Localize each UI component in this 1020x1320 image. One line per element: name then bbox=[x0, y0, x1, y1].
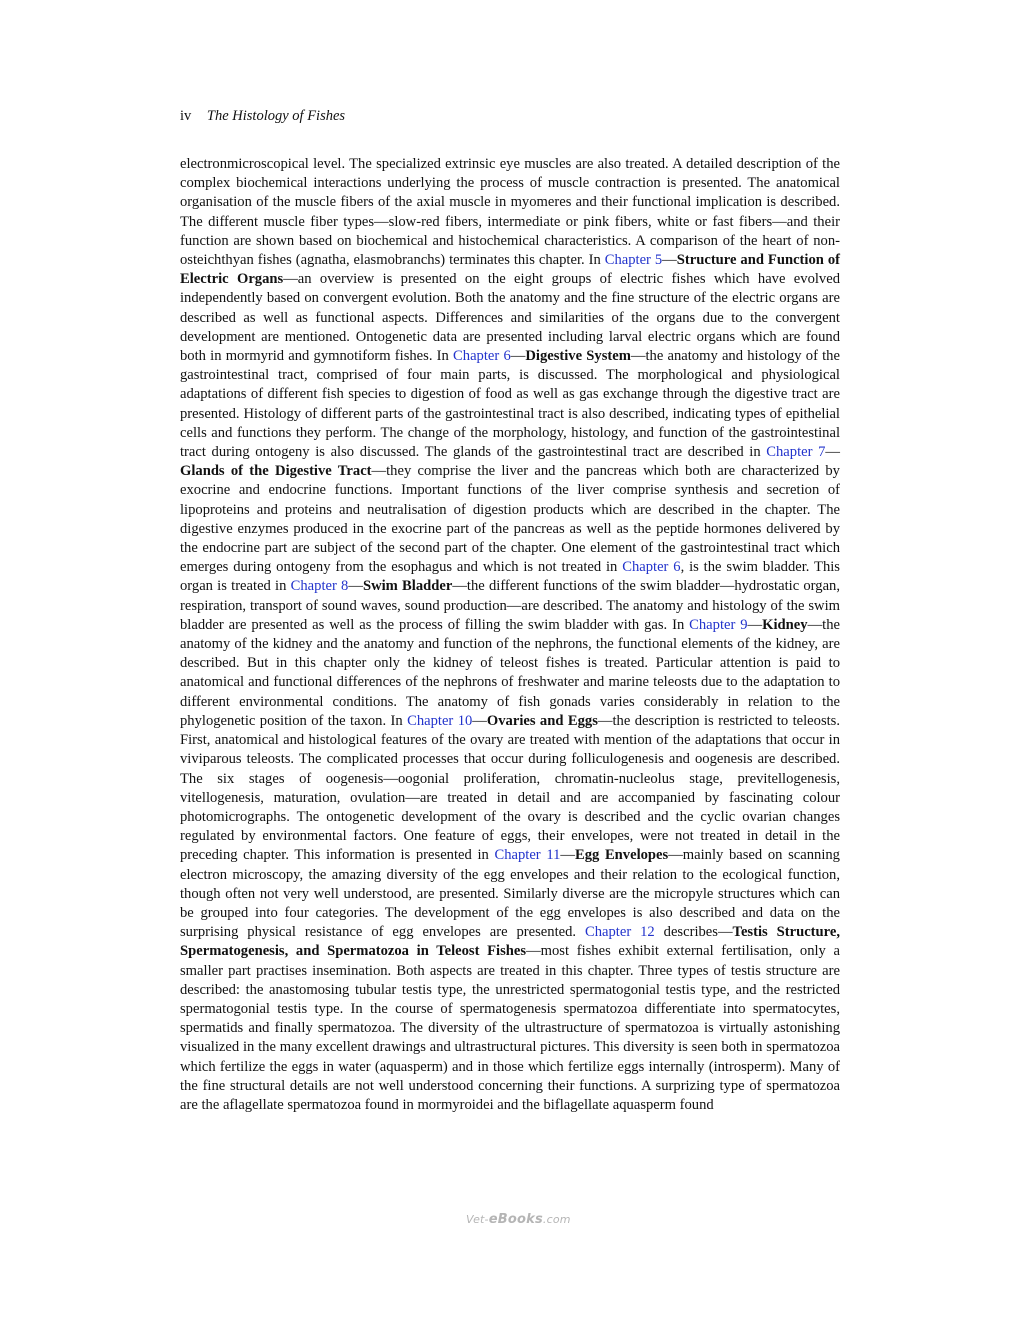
chapter-title: Egg Envelopes bbox=[574, 847, 669, 864]
chapter-link[interactable]: Chapter 6 bbox=[622, 559, 681, 576]
chapter-link[interactable]: Chapter 6 bbox=[453, 348, 511, 365]
text-run: —the different functions of the swim bladder—hydrostatic organ, respiration, transport of sound waves, sound production—are described. The anatomy and histology of the swim bladder are presented as well as the process of filling the swim bladder with gas. In bbox=[180, 578, 841, 633]
watermark-prefix: Vet- bbox=[466, 1213, 489, 1226]
text-run: describes— bbox=[654, 924, 733, 941]
chapter-link[interactable]: Chapter 5 bbox=[604, 252, 663, 269]
chapter-link[interactable]: Chapter 9 bbox=[689, 616, 748, 633]
chapter-title: Swim Bladder bbox=[362, 578, 453, 595]
text-run: —the description is restricted to teleosts. First, anatomical and histological features of the ovary are treated with mention of the adaptations that occur in viviparous teleosts. The complicated processes that occur during folliculogenesis and oogenesis are described. The six stages of oogenesis—oogonial proliferation, chromatin-nucleolus stage, previtellogenesis, vitellogenesis, maturation, ovulation—are treated in detail and are accompanied by fascinating colour photomicrographs. The ontogenetic development of the ovary is described and the cyclic ovarian changes regulated by environmental factors. One feature of eggs, their envelopes, were not treated in detail in the preceding chapter. This information is presented in bbox=[180, 712, 841, 864]
chapter-link[interactable]: Chapter 10 bbox=[407, 712, 473, 729]
text-run: —an overview is presented on the eight groups of electric fishes which have evolved independently based on convergent evolution. Both the anatomy and the fine structure of the electric organs are described as well as functional aspects. Differences and similarities of the organs due to the convergent development are mentioned. Ontogenetic data are presented including larval electric organs which are found both in mormyrid and gymnotiform fishes. In bbox=[180, 271, 840, 365]
chapter-link[interactable]: Chapter 7 bbox=[766, 444, 826, 461]
running-head bbox=[180, 106, 345, 126]
chapter-link[interactable]: Chapter 8 bbox=[290, 578, 349, 595]
chapter-title: Kidney bbox=[762, 616, 808, 633]
chapter-link[interactable]: Chapter 11 bbox=[494, 847, 561, 864]
text-run: — bbox=[472, 712, 487, 729]
text-run: — bbox=[825, 444, 840, 461]
page-number: iv bbox=[180, 108, 192, 124]
text-run: — bbox=[560, 847, 575, 864]
watermark-main: eBooks bbox=[488, 1212, 543, 1227]
text-run: — bbox=[662, 252, 677, 269]
chapter-title: Ovaries and Eggs bbox=[486, 712, 598, 729]
text-run: —mainly based on scanning electron microscopy, the amazing diversity of the egg envelopes and their relation to the ecological function, though often not very well understood, are presented. Similarly diverse are the micropyle structures which can be grouped into four categories. The development of the egg envelopes is also described and data on the surprising physical resistance of egg envelopes are presented. bbox=[180, 847, 840, 941]
text-run: —most fishes exhibit external fertilisation, only a smaller part practises insemination. Both aspects are treated in this chapter. Three types of testis structure are described: the anastomosing tubular testis type, the unrestricted spermatogonial testis type, and the restricted spermatogonial testis type. In the course of spermatogenesis spermatozoa differentiate into spermatocytes, spermatids and finally spermatozoa. The diversity of the ultrastructure of spermatozoa is virtually astonishing visualized in the many excellent drawings and ultrastructural pictures. This diversity is seen both in spermatozoa which fertilize the eggs in water (aquasperm) and in those which fertilize eggs internally (introsperm). Many of the fine structural details are not well understood concerning their functions. A surprizing type of spermatozoa are the aflagellate spermatozoa found in mormyroidei and the biflagellate aquasperm found bbox=[180, 943, 840, 1113]
chapter-title: Glands of the Digestive Tract bbox=[180, 463, 372, 480]
text-run: — bbox=[510, 348, 526, 365]
chapter-link[interactable]: Chapter 12 bbox=[584, 924, 655, 941]
watermark-logo bbox=[466, 1212, 571, 1230]
chapter-title: Structure and Function of Electric Organs bbox=[180, 252, 840, 288]
text-run: —they comprise the liver and the pancreas which both are characterized by exocrine and endocrine functions. Important functions of the liver comprise synthesis and secretion of lipoproteins and proteins and neutralisation of digestion products which are described in the chapter. The digestive enzymes produced in the exocrine part of the pancreas as well as the peptide hormones delivered by the endocrine part are subject of the second part of the chapter. One element of the gastrointestinal tract which emerges during ontogeny from the esophagus and which is not treated in bbox=[180, 463, 840, 576]
book-title: The Histology of Fishes bbox=[206, 108, 346, 124]
text-run: —the anatomy of the kidney and the anatomy and function of the nephrons, the functional elements of the kidney, are described. But in this chapter only the kidney of teleost fishes is treated. Particular attention is paid to anatomical and functional differences of the nephrons of freshwater and marine teleosts due to the adaptation to different environmental conditions. The anatomy of fish gonads varies considerably in relation to the phylogenetic position of the taxon. In bbox=[180, 616, 840, 729]
body-text bbox=[180, 155, 840, 1115]
watermark-suffix: .com bbox=[542, 1213, 571, 1226]
text-run: , is the swim bladder. This organ is treated in bbox=[180, 559, 840, 595]
chapter-title: Testis Structure, Spermatogenesis, and Spermatozoa in Teleost Fishes bbox=[180, 924, 840, 960]
text-run: — bbox=[348, 578, 363, 595]
chapter-title: Digestive System bbox=[525, 348, 631, 365]
text-run: —the anatomy and histology of the gastrointestinal tract, comprised of four main parts, is discussed. The morphological and physiological adaptations of different fish species to digestion of food as well as gas exchange through the digestive tract are presented. Histology of different parts of the gastrointestinal tract is also described, indicating types of epithelial cells and functions they perform. The change of the morphology, histology, and function of the gastrointestinal tract during ontogeny is also discussed. The glands of the gastrointestinal tract are described in bbox=[180, 348, 840, 461]
body-paragraph bbox=[180, 155, 840, 1115]
text-run: — bbox=[747, 616, 763, 633]
text-run: electronmicroscopical level. The specialized extrinsic eye muscles are also treated. A detailed description of the complex biochemical interactions underlying the process of muscle contraction is presented. The anatomical organisation of the muscle fibers of the axial muscle in myomeres and their functional implication is described. The different muscle fiber types—slow-red fibers, intermediate or pink fibers, white or fast fibers—and their function are shown based on biochemical and histochemical characteristics. A comparison of the heart of non-osteichthyan fishes (agnatha, elasmobranchs) terminates this chapter. In bbox=[180, 156, 840, 269]
